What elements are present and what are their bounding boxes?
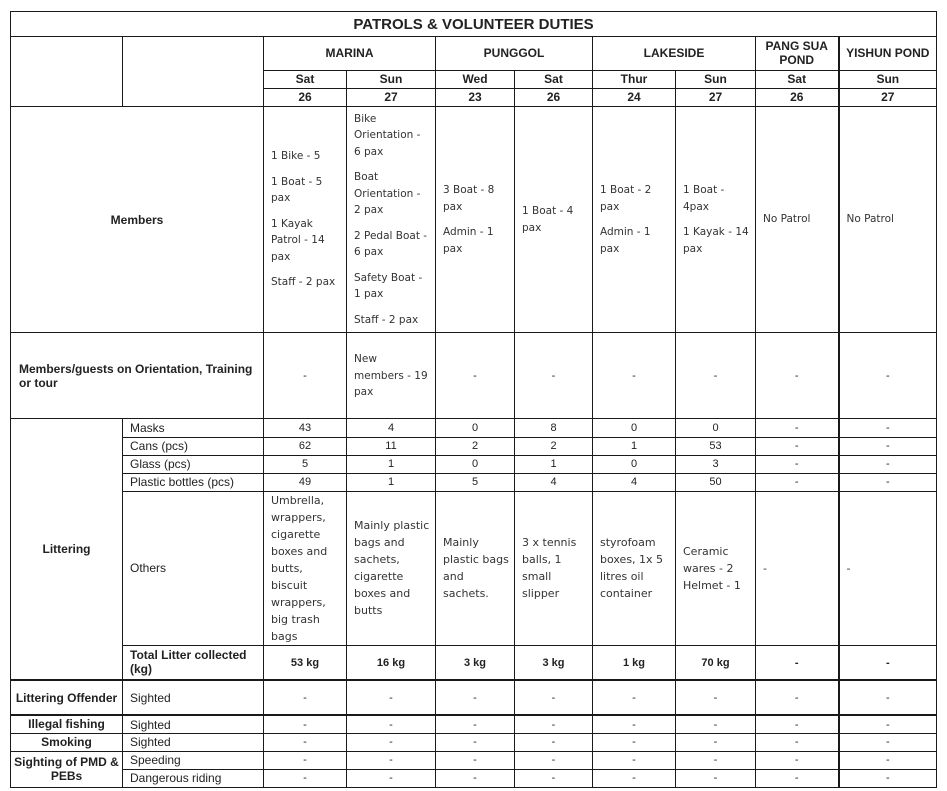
others-cell: Mainly plastic bags and sachets, cigarette boxes and butts <box>347 491 436 645</box>
orientation-label: Members/guests on Orientation, Training or tour <box>11 333 264 419</box>
location-header: PANG SUA POND <box>756 37 839 71</box>
total-litter-value: 3 kg <box>515 645 593 680</box>
fishing-label: Illegal fishing <box>11 715 123 733</box>
fishing-value: - <box>347 715 436 733</box>
members-cell <box>436 107 515 333</box>
litter-value: 8 <box>515 419 593 437</box>
date-header: 24 <box>593 89 676 107</box>
location-header: LAKESIDE <box>593 37 756 71</box>
litter-row-label: Glass (pcs) <box>123 455 264 473</box>
pmd-value: - <box>264 751 347 769</box>
litter-value: 3 <box>676 455 756 473</box>
members-entry: 1 Kayak Patrol - 14 pax <box>271 217 325 263</box>
pmd-value: - <box>756 769 839 787</box>
smoking-value: - <box>264 733 347 751</box>
smoking-label: Smoking <box>11 733 123 751</box>
litter-value: 43 <box>264 419 347 437</box>
total-litter-value: 1 kg <box>593 645 676 680</box>
pmd-value: - <box>839 751 937 769</box>
litter-value: 50 <box>676 473 756 491</box>
litter-value: 5 <box>436 473 515 491</box>
fishing-sub: Sighted <box>123 715 264 733</box>
litter-value: - <box>839 473 937 491</box>
date-header: 27 <box>839 89 937 107</box>
litter-value: 1 <box>593 437 676 455</box>
fishing-value: - <box>676 715 756 733</box>
blank-header-cell <box>123 37 264 107</box>
litter-row-label: Masks <box>123 419 264 437</box>
date-header: 23 <box>436 89 515 107</box>
members-entry: 1 Boat - 5 pax <box>271 175 323 205</box>
litter-value: 1 <box>347 455 436 473</box>
others-cell: Umbrella, wrappers, cigarette boxes and butts, biscuit wrappers, big trash bags <box>264 491 347 645</box>
litter-value: 5 <box>264 455 347 473</box>
pmd-value: - <box>347 751 436 769</box>
day-header: Sun <box>347 71 436 89</box>
others-cell: Ceramic wares - 2 Helmet - 1 <box>676 491 756 645</box>
pmd-value: - <box>756 751 839 769</box>
members-entry: 2 Pedal Boat - 6 pax <box>354 229 428 259</box>
litter-value: 11 <box>347 437 436 455</box>
litter-value: 4 <box>515 473 593 491</box>
orientation-cell: - <box>676 333 756 419</box>
litter-value: - <box>756 473 839 491</box>
day-header: Sat <box>264 71 347 89</box>
pmd-value: - <box>593 751 676 769</box>
orientation-cell: - <box>839 333 937 419</box>
members-entry: No Patrol <box>763 213 811 226</box>
litter-value: 0 <box>593 455 676 473</box>
litter-row-label: Plastic bottles (pcs) <box>123 473 264 491</box>
offender-value: - <box>264 680 347 715</box>
members-entry: 1 Boat - 2 pax <box>600 184 652 213</box>
smoking-value: - <box>676 733 756 751</box>
members-cell <box>264 107 347 333</box>
orientation-cell: - <box>264 333 347 419</box>
litter-row-label: Cans (pcs) <box>123 437 264 455</box>
date-header: 26 <box>756 89 839 107</box>
day-header: Thur <box>593 71 676 89</box>
members-cell <box>515 107 593 333</box>
fishing-value: - <box>839 715 937 733</box>
smoking-value: - <box>593 733 676 751</box>
litter-value: 1 <box>515 455 593 473</box>
date-header: 27 <box>347 89 436 107</box>
offender-sub: Sighted <box>123 680 264 715</box>
pmd-value: - <box>264 769 347 787</box>
fishing-value: - <box>515 715 593 733</box>
smoking-value: - <box>347 733 436 751</box>
litter-value: - <box>756 419 839 437</box>
litter-value: - <box>839 455 937 473</box>
pmd-value: - <box>436 769 515 787</box>
litter-value: - <box>839 437 937 455</box>
orientation-cell: - <box>436 333 515 419</box>
day-header: Wed <box>436 71 515 89</box>
blank-header-cell <box>11 37 123 107</box>
pmd-label: Sighting of PMD & PEBs <box>11 751 123 787</box>
offender-value: - <box>676 680 756 715</box>
others-cell: Mainly plastic bags and sachets. <box>436 491 515 645</box>
total-litter-value: - <box>839 645 937 680</box>
members-cell <box>593 107 676 333</box>
litter-value: - <box>756 437 839 455</box>
total-litter-value: 3 kg <box>436 645 515 680</box>
litter-value: 49 <box>264 473 347 491</box>
members-cell <box>347 107 436 333</box>
fishing-value: - <box>436 715 515 733</box>
smoking-value: - <box>839 733 937 751</box>
members-cell <box>839 107 937 333</box>
members-entry: Staff - 2 pax <box>354 313 419 326</box>
members-entry: Bike Orientation - 6 pax <box>354 112 421 158</box>
members-entry: 1 Boat - 4pax <box>683 184 725 213</box>
date-header: 27 <box>676 89 756 107</box>
members-entry: No Patrol <box>846 213 894 226</box>
total-litter-label: Total Litter collected (kg) <box>123 645 264 680</box>
fishing-value: - <box>264 715 347 733</box>
litter-value: 4 <box>347 419 436 437</box>
location-header: YISHUN POND <box>839 37 937 71</box>
orientation-cell: - <box>756 333 839 419</box>
litter-value: 62 <box>264 437 347 455</box>
day-header: Sun <box>839 71 937 89</box>
litter-value: - <box>756 455 839 473</box>
members-entry: Boat Orientation - 2 pax <box>354 171 421 217</box>
pmd-value: - <box>839 769 937 787</box>
litter-value: 2 <box>436 437 515 455</box>
litter-row-label: Others <box>123 491 264 645</box>
members-entry: Staff - 2 pax <box>271 276 336 289</box>
members-entry: Admin - 1 pax <box>443 226 494 255</box>
day-header: Sat <box>756 71 839 89</box>
litter-value: 4 <box>593 473 676 491</box>
orientation-cell: New members - 19 pax <box>347 333 436 419</box>
date-header: 26 <box>515 89 593 107</box>
smoking-value: - <box>515 733 593 751</box>
duties-table <box>10 11 937 788</box>
members-entry: Admin - 1 pax <box>600 226 651 255</box>
litter-value: 0 <box>593 419 676 437</box>
offender-value: - <box>436 680 515 715</box>
littering-label: Littering <box>11 419 123 680</box>
members-entry: 1 Bike - 5 <box>271 150 321 163</box>
pmd-value: - <box>436 751 515 769</box>
smoking-value: - <box>756 733 839 751</box>
offender-value: - <box>515 680 593 715</box>
others-cell: styrofoam boxes, 1x 5 litres oil container <box>593 491 676 645</box>
orientation-cell: - <box>515 333 593 419</box>
smoking-value: - <box>436 733 515 751</box>
location-header: PUNGGOL <box>436 37 593 71</box>
location-header: MARINA <box>264 37 436 71</box>
offender-label: Littering Offender <box>11 680 123 715</box>
members-cell <box>756 107 839 333</box>
pmd-value: - <box>515 751 593 769</box>
litter-value: 0 <box>676 419 756 437</box>
duty-report <box>10 11 936 788</box>
litter-value: 1 <box>347 473 436 491</box>
day-header: Sun <box>676 71 756 89</box>
pmd-value: - <box>676 769 756 787</box>
fishing-value: - <box>756 715 839 733</box>
total-litter-value: 70 kg <box>676 645 756 680</box>
pmd-row-label: Dangerous riding <box>123 769 264 787</box>
pmd-value: - <box>593 769 676 787</box>
litter-value: 0 <box>436 419 515 437</box>
orientation-cell: - <box>593 333 676 419</box>
offender-value: - <box>756 680 839 715</box>
total-litter-value: - <box>756 645 839 680</box>
litter-value: 2 <box>515 437 593 455</box>
members-entry: 3 Boat - 8 pax <box>443 184 495 213</box>
members-entry: Safety Boat - 1 pax <box>354 271 423 301</box>
total-litter-value: 53 kg <box>264 645 347 680</box>
litter-value: 53 <box>676 437 756 455</box>
pmd-row-label: Speeding <box>123 751 264 769</box>
table-title: PATROLS & VOLUNTEER DUTIES <box>11 12 937 37</box>
offender-value: - <box>839 680 937 715</box>
pmd-value: - <box>347 769 436 787</box>
others-cell: - <box>839 491 937 645</box>
others-cell: 3 x tennis balls, 1 small slipper <box>515 491 593 645</box>
offender-value: - <box>593 680 676 715</box>
fishing-value: - <box>593 715 676 733</box>
members-entry: 1 Kayak - 14 pax <box>683 226 749 255</box>
offender-value: - <box>347 680 436 715</box>
members-entry: 1 Boat - 4 pax <box>522 205 574 234</box>
litter-value: - <box>839 419 937 437</box>
smoking-sub: Sighted <box>123 733 264 751</box>
total-litter-value: 16 kg <box>347 645 436 680</box>
others-cell: - <box>756 491 839 645</box>
date-header: 26 <box>264 89 347 107</box>
pmd-value: - <box>676 751 756 769</box>
pmd-value: - <box>515 769 593 787</box>
litter-value: 0 <box>436 455 515 473</box>
members-label: Members <box>11 107 264 333</box>
members-cell <box>676 107 756 333</box>
day-header: Sat <box>515 71 593 89</box>
